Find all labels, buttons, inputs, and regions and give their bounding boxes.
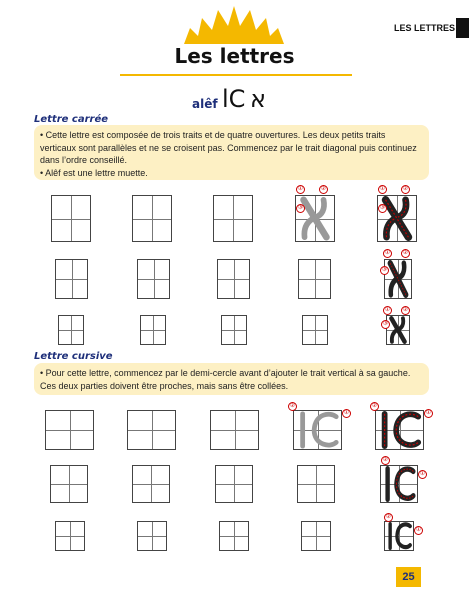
alef-block-trace-gray bbox=[296, 196, 334, 241]
title-underline bbox=[120, 74, 352, 76]
cursive-letter-glyph: lC bbox=[222, 85, 246, 113]
practice-grid-model bbox=[380, 465, 418, 503]
practice-grid[interactable] bbox=[298, 259, 331, 299]
stroke-number-3: ③ bbox=[382, 321, 389, 327]
instruction-box-block bbox=[34, 125, 429, 180]
practice-grid[interactable] bbox=[58, 315, 84, 345]
stroke-number-1: ① bbox=[297, 186, 304, 192]
practice-grid[interactable] bbox=[127, 410, 176, 450]
stroke-number-2: ② bbox=[402, 250, 409, 256]
chapter-tab-band bbox=[456, 18, 469, 38]
practice-grid[interactable] bbox=[55, 259, 88, 299]
stroke-number-2: ② bbox=[371, 403, 378, 409]
practice-grid[interactable] bbox=[132, 195, 172, 242]
alef-cursive-trace-gray bbox=[294, 411, 341, 449]
alef-cursive-model bbox=[381, 466, 417, 502]
practice-grid-model bbox=[386, 315, 410, 345]
practice-grid[interactable] bbox=[210, 410, 259, 450]
stroke-number-1: ① bbox=[415, 527, 422, 533]
practice-grid[interactable] bbox=[50, 465, 88, 503]
stroke-number-3: ③ bbox=[381, 267, 388, 273]
practice-grid[interactable] bbox=[137, 521, 167, 551]
letter-name: alêf bbox=[192, 97, 218, 111]
stroke-number-3: ③ bbox=[297, 205, 304, 211]
practice-grid[interactable] bbox=[213, 195, 253, 242]
section-title-cursive: Lettre cursive bbox=[34, 351, 113, 362]
practice-grid[interactable] bbox=[51, 195, 91, 242]
stroke-number-2: ② bbox=[402, 307, 409, 313]
practice-grid[interactable] bbox=[55, 521, 85, 551]
practice-grid-model bbox=[377, 195, 417, 242]
instruction-bullet: • Alêf est une lettre muette. bbox=[40, 167, 148, 178]
stroke-number-2: ② bbox=[320, 186, 327, 192]
sun-decoration bbox=[184, 6, 284, 44]
section-title-block: Lettre carrée bbox=[34, 114, 109, 125]
instruction-bullet: • Cette lettre est composée de trois traits et de quatre ouvertures. Les deux petits traits verticaux sont parallèles et ne se croisent pas. Commencez par le trait diagonal puis continuez dans l’ordre conseillé. bbox=[40, 130, 417, 165]
stroke-number-1: ① bbox=[425, 410, 432, 416]
page-number: 25 bbox=[396, 567, 421, 587]
practice-grid[interactable] bbox=[302, 315, 328, 345]
chapter-tab-label: LES LETTRES bbox=[385, 18, 455, 38]
stroke-number-2: ② bbox=[289, 403, 296, 409]
practice-grid-model bbox=[384, 259, 412, 299]
practice-grid[interactable] bbox=[217, 259, 250, 299]
page-title: Les lettres bbox=[174, 44, 295, 68]
practice-grid[interactable] bbox=[297, 465, 335, 503]
practice-grid[interactable] bbox=[221, 315, 247, 345]
alef-cursive-model bbox=[385, 522, 413, 550]
stroke-number-2: ② bbox=[402, 186, 409, 192]
practice-grid[interactable] bbox=[219, 521, 249, 551]
instruction-box-cursive bbox=[34, 363, 429, 395]
stroke-number-1: ① bbox=[384, 307, 391, 313]
stroke-number-3: ③ bbox=[379, 205, 386, 211]
practice-grid[interactable] bbox=[301, 521, 331, 551]
alef-block-model bbox=[387, 316, 409, 344]
practice-grid-model bbox=[375, 410, 424, 450]
stroke-number-2: ② bbox=[382, 457, 389, 463]
practice-grid[interactable] bbox=[132, 465, 170, 503]
practice-grid[interactable] bbox=[137, 259, 170, 299]
stroke-number-2: ② bbox=[385, 514, 392, 520]
alef-block-model bbox=[378, 196, 416, 241]
stroke-number-1: ① bbox=[384, 250, 391, 256]
practice-grid-tracing[interactable] bbox=[295, 195, 335, 242]
block-letter-glyph: א bbox=[250, 85, 267, 113]
alef-cursive-model bbox=[376, 411, 423, 449]
stroke-number-1: ① bbox=[379, 186, 386, 192]
instruction-bullet: • Pour cette lettre, commencez par le demi-cercle avant d’ajouter le trait vertical à sa gauche. Ces deux parties doivent être proches, mais sans être collées. bbox=[40, 368, 411, 391]
practice-grid[interactable] bbox=[45, 410, 94, 450]
practice-grid-tracing[interactable] bbox=[293, 410, 342, 450]
stroke-number-1: ① bbox=[419, 471, 426, 477]
practice-grid[interactable] bbox=[140, 315, 166, 345]
alef-block-model bbox=[385, 260, 411, 298]
practice-grid[interactable] bbox=[215, 465, 253, 503]
practice-grid-model bbox=[384, 521, 414, 551]
stroke-number-1: ① bbox=[343, 410, 350, 416]
